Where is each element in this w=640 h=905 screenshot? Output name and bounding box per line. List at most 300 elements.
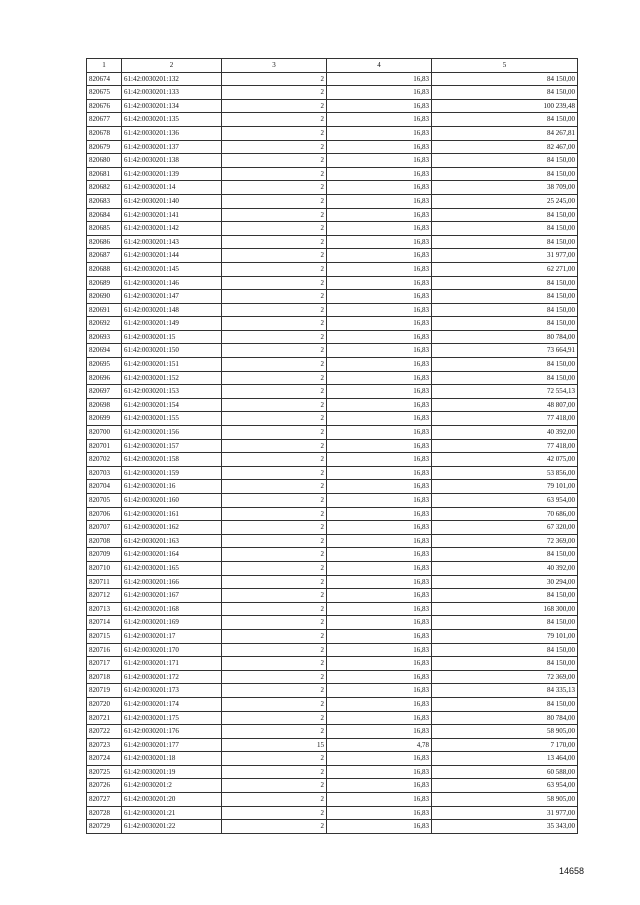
column-4-cell: 16,83 (327, 561, 432, 575)
row-number-cell: 820717 (87, 657, 122, 671)
column-3-cell: 2 (222, 86, 327, 100)
column-3-cell: 2 (222, 670, 327, 684)
value-cell: 80 784,00 (432, 711, 578, 725)
row-number-cell: 820691 (87, 303, 122, 317)
cadastral-number-cell: 61:42:0030201:154 (122, 398, 222, 412)
column-3-cell: 2 (222, 181, 327, 195)
table-row (87, 561, 578, 575)
value-cell: 42 075,00 (432, 453, 578, 467)
column-4-cell: 16,83 (327, 222, 432, 236)
column-3-cell: 2 (222, 140, 327, 154)
column-3-cell: 2 (222, 126, 327, 140)
value-cell: 84 150,00 (432, 290, 578, 304)
column-4-cell: 16,83 (327, 494, 432, 508)
column-4-cell: 16,83 (327, 453, 432, 467)
table-row (87, 303, 578, 317)
column-3-cell: 2 (222, 167, 327, 181)
cadastral-number-cell: 61:42:0030201:159 (122, 466, 222, 480)
table-row (87, 222, 578, 236)
cadastral-number-cell: 61:42:0030201:157 (122, 439, 222, 453)
row-number-cell: 820685 (87, 222, 122, 236)
column-3-cell: 2 (222, 793, 327, 807)
row-number-cell: 820706 (87, 507, 122, 521)
cadastral-number-cell: 61:42:0030201:21 (122, 806, 222, 820)
cadastral-number-cell: 61:42:0030201:145 (122, 262, 222, 276)
column-3-cell: 2 (222, 194, 327, 208)
row-number-cell: 820688 (87, 262, 122, 276)
row-number-cell: 820686 (87, 235, 122, 249)
column-3-cell: 2 (222, 820, 327, 834)
table-row (87, 738, 578, 752)
column-3-cell: 2 (222, 779, 327, 793)
column-3-cell: 2 (222, 412, 327, 426)
row-number-cell: 820699 (87, 412, 122, 426)
table-row (87, 548, 578, 562)
table-row (87, 262, 578, 276)
value-cell: 73 664,91 (432, 344, 578, 358)
column-3-cell: 2 (222, 575, 327, 589)
column-4-cell: 16,83 (327, 371, 432, 385)
cadastral-number-cell: 61:42:0030201:163 (122, 534, 222, 548)
column-4-cell: 16,83 (327, 194, 432, 208)
row-number-cell: 820689 (87, 276, 122, 290)
column-4-cell: 16,83 (327, 725, 432, 739)
cadastral-number-cell: 61:42:0030201:173 (122, 684, 222, 698)
value-cell: 100 239,48 (432, 99, 578, 113)
value-cell: 84 150,00 (432, 86, 578, 100)
column-3-cell: 15 (222, 738, 327, 752)
column-4-cell: 16,83 (327, 589, 432, 603)
page-number: 14658 (558, 866, 584, 876)
column-4-cell: 16,83 (327, 779, 432, 793)
table-row (87, 765, 578, 779)
column-3-cell: 2 (222, 806, 327, 820)
value-cell: 82 467,00 (432, 140, 578, 154)
column-4-cell: 16,83 (327, 426, 432, 440)
cadastral-number-cell: 61:42:0030201:2 (122, 779, 222, 793)
column-4-cell: 16,83 (327, 72, 432, 86)
cadastral-number-cell: 61:42:0030201:147 (122, 290, 222, 304)
column-4-cell: 16,83 (327, 262, 432, 276)
row-number-cell: 820712 (87, 589, 122, 603)
table-row (87, 534, 578, 548)
column-4-cell: 16,83 (327, 167, 432, 181)
cadastral-number-cell: 61:42:0030201:137 (122, 140, 222, 154)
row-number-cell: 820723 (87, 738, 122, 752)
value-cell: 84 150,00 (432, 589, 578, 603)
row-number-cell: 820708 (87, 534, 122, 548)
table-row (87, 154, 578, 168)
column-3-cell: 2 (222, 725, 327, 739)
value-cell: 63 954,00 (432, 494, 578, 508)
table-row (87, 140, 578, 154)
column-3-cell: 2 (222, 548, 327, 562)
row-number-cell: 820684 (87, 208, 122, 222)
cadastral-number-cell: 61:42:0030201:143 (122, 235, 222, 249)
column-header-4: 4 (327, 59, 432, 73)
cadastral-number-cell: 61:42:0030201:161 (122, 507, 222, 521)
table-row (87, 167, 578, 181)
table-row (87, 330, 578, 344)
cadastral-number-cell: 61:42:0030201:164 (122, 548, 222, 562)
value-cell: 84 335,13 (432, 684, 578, 698)
column-header-2: 2 (122, 59, 222, 73)
column-3-cell: 2 (222, 629, 327, 643)
table-row (87, 657, 578, 671)
column-4-cell: 16,83 (327, 711, 432, 725)
value-cell: 84 150,00 (432, 72, 578, 86)
value-cell: 30 294,00 (432, 575, 578, 589)
value-cell: 84 150,00 (432, 317, 578, 331)
table-row (87, 697, 578, 711)
row-number-cell: 820698 (87, 398, 122, 412)
column-4-cell: 16,83 (327, 466, 432, 480)
table-row (87, 670, 578, 684)
row-number-cell: 820690 (87, 290, 122, 304)
row-number-cell: 820703 (87, 466, 122, 480)
row-number-cell: 820713 (87, 602, 122, 616)
cadastral-number-cell: 61:42:0030201:153 (122, 385, 222, 399)
table-row (87, 426, 578, 440)
row-number-cell: 820683 (87, 194, 122, 208)
cadastral-number-cell: 61:42:0030201:148 (122, 303, 222, 317)
column-4-cell: 16,83 (327, 303, 432, 317)
cadastral-number-cell: 61:42:0030201:135 (122, 113, 222, 127)
column-4-cell: 16,83 (327, 684, 432, 698)
column-header-5: 5 (432, 59, 578, 73)
row-number-cell: 820714 (87, 616, 122, 630)
row-number-cell: 820682 (87, 181, 122, 195)
column-4-cell: 16,83 (327, 317, 432, 331)
row-number-cell: 820729 (87, 820, 122, 834)
table-row (87, 575, 578, 589)
cadastral-number-cell: 61:42:0030201:140 (122, 194, 222, 208)
column-4-cell: 4,78 (327, 738, 432, 752)
value-cell: 80 784,00 (432, 330, 578, 344)
cadastral-number-cell: 61:42:0030201:20 (122, 793, 222, 807)
table-row (87, 344, 578, 358)
column-3-cell: 2 (222, 752, 327, 766)
column-3-cell: 2 (222, 494, 327, 508)
table-row (87, 249, 578, 263)
cadastral-number-cell: 61:42:0030201:149 (122, 317, 222, 331)
cadastral-number-cell: 61:42:0030201:136 (122, 126, 222, 140)
table-row (87, 629, 578, 643)
row-number-cell: 820728 (87, 806, 122, 820)
table-row (87, 684, 578, 698)
value-cell: 84 150,00 (432, 276, 578, 290)
row-number-cell: 820727 (87, 793, 122, 807)
table-row (87, 181, 578, 195)
column-4-cell: 16,83 (327, 752, 432, 766)
row-number-cell: 820715 (87, 629, 122, 643)
row-number-cell: 820718 (87, 670, 122, 684)
cadastral-number-cell: 61:42:0030201:134 (122, 99, 222, 113)
value-cell: 40 392,00 (432, 426, 578, 440)
value-cell: 84 150,00 (432, 616, 578, 630)
column-3-cell: 2 (222, 616, 327, 630)
cadastral-number-cell: 61:42:0030201:16 (122, 480, 222, 494)
column-3-cell: 2 (222, 208, 327, 222)
column-3-cell: 2 (222, 561, 327, 575)
table-row (87, 99, 578, 113)
value-cell: 72 369,00 (432, 670, 578, 684)
row-number-cell: 820676 (87, 99, 122, 113)
row-number-cell: 820697 (87, 385, 122, 399)
column-4-cell: 16,83 (327, 99, 432, 113)
column-3-cell: 2 (222, 697, 327, 711)
cadastral-number-cell: 61:42:0030201:19 (122, 765, 222, 779)
column-4-cell: 16,83 (327, 480, 432, 494)
row-number-cell: 820701 (87, 439, 122, 453)
cadastral-number-cell: 61:42:0030201:171 (122, 657, 222, 671)
cadastral-number-cell: 61:42:0030201:152 (122, 371, 222, 385)
value-cell: 84 150,00 (432, 235, 578, 249)
row-number-cell: 820716 (87, 643, 122, 657)
column-3-cell: 2 (222, 480, 327, 494)
row-number-cell: 820710 (87, 561, 122, 575)
table-row (87, 806, 578, 820)
row-number-cell: 820700 (87, 426, 122, 440)
value-cell: 72 554,13 (432, 385, 578, 399)
value-cell: 84 150,00 (432, 371, 578, 385)
header-row (87, 59, 578, 73)
column-header-1: 1 (87, 59, 122, 73)
column-4-cell: 16,83 (327, 616, 432, 630)
value-cell: 31 977,00 (432, 806, 578, 820)
row-number-cell: 820692 (87, 317, 122, 331)
column-4-cell: 16,83 (327, 507, 432, 521)
value-cell: 79 101,00 (432, 480, 578, 494)
table-row (87, 126, 578, 140)
column-3-cell: 2 (222, 317, 327, 331)
column-3-cell: 2 (222, 684, 327, 698)
column-4-cell: 16,83 (327, 344, 432, 358)
row-number-cell: 820726 (87, 779, 122, 793)
row-number-cell: 820702 (87, 453, 122, 467)
column-4-cell: 16,83 (327, 249, 432, 263)
table-row (87, 602, 578, 616)
row-number-cell: 820696 (87, 371, 122, 385)
table-row (87, 752, 578, 766)
cadastral-number-cell: 61:42:0030201:133 (122, 86, 222, 100)
column-3-cell: 2 (222, 426, 327, 440)
row-number-cell: 820674 (87, 72, 122, 86)
cadastral-number-cell: 61:42:0030201:172 (122, 670, 222, 684)
cadastral-number-cell: 61:42:0030201:177 (122, 738, 222, 752)
column-3-cell: 2 (222, 99, 327, 113)
row-number-cell: 820678 (87, 126, 122, 140)
column-4-cell: 16,83 (327, 670, 432, 684)
column-4-cell: 16,83 (327, 181, 432, 195)
row-number-cell: 820705 (87, 494, 122, 508)
table-row (87, 208, 578, 222)
table-row (87, 453, 578, 467)
cadastral-number-cell: 61:42:0030201:144 (122, 249, 222, 263)
row-number-cell: 820693 (87, 330, 122, 344)
table-row (87, 480, 578, 494)
column-4-cell: 16,83 (327, 290, 432, 304)
table-row (87, 439, 578, 453)
cadastral-number-cell: 61:42:0030201:167 (122, 589, 222, 603)
cadastral-number-cell: 61:42:0030201:168 (122, 602, 222, 616)
column-3-cell: 2 (222, 466, 327, 480)
value-cell: 62 271,00 (432, 262, 578, 276)
cadastral-number-cell: 61:42:0030201:169 (122, 616, 222, 630)
table-row (87, 235, 578, 249)
column-3-cell: 2 (222, 643, 327, 657)
cadastral-number-cell: 61:42:0030201:165 (122, 561, 222, 575)
value-cell: 84 150,00 (432, 303, 578, 317)
table-row (87, 276, 578, 290)
column-4-cell: 16,83 (327, 820, 432, 834)
row-number-cell: 820681 (87, 167, 122, 181)
cadastral-number-cell: 61:42:0030201:170 (122, 643, 222, 657)
row-number-cell: 820677 (87, 113, 122, 127)
column-3-cell: 2 (222, 344, 327, 358)
value-cell: 84 150,00 (432, 643, 578, 657)
value-cell: 58 905,00 (432, 725, 578, 739)
column-3-cell: 2 (222, 72, 327, 86)
column-4-cell: 16,83 (327, 126, 432, 140)
cadastral-number-cell: 61:42:0030201:175 (122, 711, 222, 725)
column-header-3: 3 (222, 59, 327, 73)
value-cell: 53 856,00 (432, 466, 578, 480)
table-row (87, 507, 578, 521)
column-3-cell: 2 (222, 765, 327, 779)
column-3-cell: 2 (222, 602, 327, 616)
cadastral-number-cell: 61:42:0030201:146 (122, 276, 222, 290)
column-4-cell: 16,83 (327, 643, 432, 657)
column-3-cell: 2 (222, 249, 327, 263)
table-row (87, 194, 578, 208)
column-4-cell: 16,83 (327, 575, 432, 589)
column-4-cell: 16,83 (327, 602, 432, 616)
column-4-cell: 16,83 (327, 657, 432, 671)
cadastral-number-cell: 61:42:0030201:162 (122, 521, 222, 535)
column-3-cell: 2 (222, 398, 327, 412)
table-row (87, 72, 578, 86)
column-4-cell: 16,83 (327, 521, 432, 535)
column-3-cell: 2 (222, 521, 327, 535)
column-4-cell: 16,83 (327, 208, 432, 222)
cadastral-number-cell: 61:42:0030201:14 (122, 181, 222, 195)
table-row (87, 725, 578, 739)
table-body (87, 72, 578, 833)
cadastral-number-cell: 61:42:0030201:22 (122, 820, 222, 834)
value-cell: 84 150,00 (432, 167, 578, 181)
value-cell: 48 807,00 (432, 398, 578, 412)
cadastral-number-cell: 61:42:0030201:139 (122, 167, 222, 181)
value-cell: 84 150,00 (432, 208, 578, 222)
table-row (87, 616, 578, 630)
column-3-cell: 2 (222, 657, 327, 671)
table-row (87, 412, 578, 426)
table-row (87, 494, 578, 508)
cadastral-number-cell: 61:42:0030201:142 (122, 222, 222, 236)
column-4-cell: 16,83 (327, 697, 432, 711)
table-row (87, 643, 578, 657)
cadastral-number-cell: 61:42:0030201:166 (122, 575, 222, 589)
column-3-cell: 2 (222, 534, 327, 548)
column-4-cell: 16,83 (327, 398, 432, 412)
column-4-cell: 16,83 (327, 806, 432, 820)
cadastral-number-cell: 61:42:0030201:15 (122, 330, 222, 344)
cadastral-number-cell: 61:42:0030201:176 (122, 725, 222, 739)
value-cell: 84 150,00 (432, 548, 578, 562)
value-cell: 70 686,00 (432, 507, 578, 521)
row-number-cell: 820725 (87, 765, 122, 779)
value-cell: 35 343,00 (432, 820, 578, 834)
row-number-cell: 820724 (87, 752, 122, 766)
value-cell: 168 300,00 (432, 602, 578, 616)
value-cell: 31 977,00 (432, 249, 578, 263)
cadastral-number-cell: 61:42:0030201:18 (122, 752, 222, 766)
column-3-cell: 2 (222, 711, 327, 725)
column-4-cell: 16,83 (327, 765, 432, 779)
column-3-cell: 2 (222, 371, 327, 385)
table-row (87, 711, 578, 725)
value-cell: 84 150,00 (432, 657, 578, 671)
cadastral-number-cell: 61:42:0030201:156 (122, 426, 222, 440)
column-3-cell: 2 (222, 222, 327, 236)
cadastral-number-cell: 61:42:0030201:17 (122, 629, 222, 643)
value-cell: 25 245,00 (432, 194, 578, 208)
column-4-cell: 16,83 (327, 385, 432, 399)
column-3-cell: 2 (222, 507, 327, 521)
row-number-cell: 820721 (87, 711, 122, 725)
row-number-cell: 820709 (87, 548, 122, 562)
row-number-cell: 820711 (87, 575, 122, 589)
table-row (87, 466, 578, 480)
row-number-cell: 820694 (87, 344, 122, 358)
value-cell: 84 267,81 (432, 126, 578, 140)
value-cell: 79 101,00 (432, 629, 578, 643)
column-4-cell: 16,83 (327, 330, 432, 344)
column-3-cell: 2 (222, 290, 327, 304)
row-number-cell: 820719 (87, 684, 122, 698)
column-3-cell: 2 (222, 276, 327, 290)
value-cell: 84 150,00 (432, 154, 578, 168)
row-number-cell: 820707 (87, 521, 122, 535)
table-row (87, 385, 578, 399)
column-3-cell: 2 (222, 113, 327, 127)
cadastral-number-cell: 61:42:0030201:138 (122, 154, 222, 168)
value-cell: 38 709,00 (432, 181, 578, 195)
column-4-cell: 16,83 (327, 113, 432, 127)
row-number-cell: 820722 (87, 725, 122, 739)
table-row (87, 589, 578, 603)
value-cell: 84 150,00 (432, 697, 578, 711)
column-4-cell: 16,83 (327, 548, 432, 562)
table-row (87, 317, 578, 331)
cadastral-number-cell: 61:42:0030201:174 (122, 697, 222, 711)
row-number-cell: 820675 (87, 86, 122, 100)
table-row (87, 779, 578, 793)
value-cell: 77 418,00 (432, 412, 578, 426)
cadastral-number-cell: 61:42:0030201:150 (122, 344, 222, 358)
cadastral-number-cell: 61:42:0030201:151 (122, 358, 222, 372)
column-4-cell: 16,83 (327, 86, 432, 100)
value-cell: 40 392,00 (432, 561, 578, 575)
value-cell: 58 905,00 (432, 793, 578, 807)
table-row (87, 290, 578, 304)
cadastral-number-cell: 61:42:0030201:155 (122, 412, 222, 426)
column-3-cell: 2 (222, 385, 327, 399)
row-number-cell: 820695 (87, 358, 122, 372)
column-3-cell: 2 (222, 589, 327, 603)
table-row (87, 113, 578, 127)
